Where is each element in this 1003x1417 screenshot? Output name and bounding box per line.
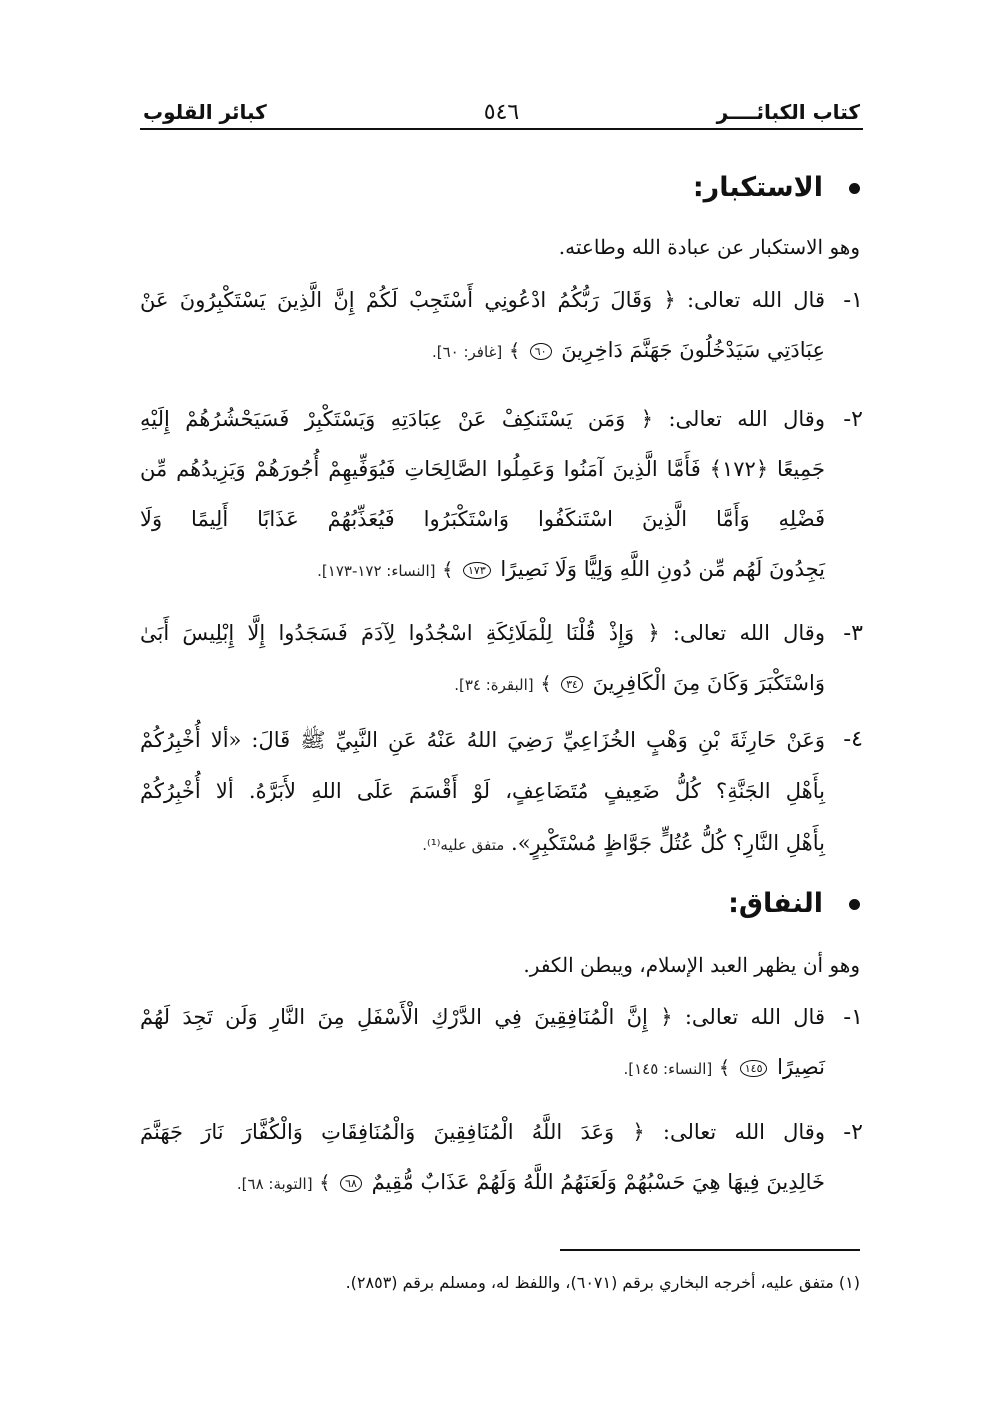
ayah-marker-icon: ١٤٥: [740, 1060, 768, 1077]
item-line-end: يَجِدُونَ لَهُم مِّن دُونِ اللَّهِ وَلِيًّا وَلَا نَصِيرًا ١٧٣ ﴾ [النساء: ١٧٢-١٧٣].: [317, 557, 825, 581]
item-line-end: وَاسْتَكْبَرَ وَكَانَ مِنَ الْكَافِرِينَ ٣٤ ﴾ [البقرة: ٣٤].: [454, 671, 825, 695]
page-number: ٥٤٦: [483, 100, 520, 125]
ayah-marker-icon: ٦٨: [340, 1175, 362, 1192]
item-line-end: نَصِيرًا ١٤٥ ﴾ [النساء: ١٤٥].: [623, 1055, 825, 1079]
item-number: ٢-: [843, 407, 863, 432]
item-number: ٣-: [843, 621, 863, 646]
running-header-section-title: كبائر القلوب: [143, 100, 267, 124]
item-number: ١-: [843, 1005, 863, 1030]
section-intro: وهو أن يظهر العبد الإسلام، ويبطن الكفر.: [523, 953, 860, 977]
item-line: قال الله تعالى: ﴿ وَقَالَ رَبُّكُمُ ادْعُونِي أَسْتَجِبْ لَكُمْ إِنَّ الَّذِينَ يَسْتَكْبِرُونَ عَنْ: [140, 288, 825, 312]
citation: [النساء: ١٤٥].: [623, 1060, 713, 1078]
item-line: بِأَهْلِ الجَنَّةِ؟ كُلُّ ضَعِيفٍ مُتَضَاعِفٍ، لَوْ أَقْسَمَ عَلَى اللهِ لأَبَرَّهُ. ألا أُخْبِرُكُمْ: [140, 779, 825, 803]
footnote: (١) متفق عليه، أخرجه البخاري برقم (٦٠٧١)، واللفظ له، ومسلم برقم (٢٨٥٣).: [345, 1273, 860, 1292]
item-line: وَعَنْ حَارِثَةَ بْنِ وَهْبٍ الخُزَاعِيِّ رَضِيَ اللهُ عَنْهُ عَنِ النَّبِيِّ ﷺ قَالَ: «ألا أُخْبِرُكُمْ: [140, 728, 825, 752]
bullet-icon: [849, 899, 860, 910]
item-line: جَمِيعًا ﴿١٧٢﴾ فَأَمَّا الَّذِينَ آمَنُوا وَعَمِلُوا الصَّالِحَاتِ فَيُوَفِّيهِمْ أُجُورَهُمْ وَيَزِيدُهُم مِّن: [140, 457, 826, 481]
item-line: وقال الله تعالى: ﴿ وَإِذْ قُلْنَا لِلْمَلَائِكَةِ اسْجُدُوا لِآدَمَ فَسَجَدُوا إِلَّا إِبْلِيسَ أَبَىٰ: [140, 621, 825, 645]
footnote-rule: [560, 1249, 860, 1251]
section-heading: النفاق:: [728, 888, 860, 919]
item-number: ٤-: [843, 727, 863, 752]
citation: [النساء: ١٧٢-١٧٣].: [317, 562, 436, 580]
item-line-end: عِبَادَتِي سَيَدْخُلُونَ جَهَنَّمَ دَاخِرِينَ ٦٠ ﴾ [غافر: ٦٠].: [431, 338, 825, 362]
ayah-marker-icon: ١٧٣: [463, 562, 491, 579]
ayah-marker-icon: ٣٤: [561, 676, 583, 693]
item-number: ١-: [843, 288, 863, 313]
item-number: ٢-: [843, 1120, 863, 1145]
item-line: قال الله تعالى: ﴿ إِنَّ الْمُنَافِقِينَ فِي الدَّرْكِ الْأَسْفَلِ مِنَ النَّارِ وَلَن تَجِدَ لَهُمْ: [140, 1005, 825, 1029]
citation: متفق عليه⁽¹⁾.: [422, 836, 505, 854]
section-intro: وهو الاستكبار عن عبادة الله وطاعته.: [558, 235, 860, 259]
citation: [غافر: ٦٠].: [431, 343, 503, 361]
section-heading: الاستكبار:: [693, 172, 860, 203]
item-line-end: خَالِدِينَ فِيهَا هِيَ حَسْبُهُمْ وَلَعَنَهُمُ اللَّهُ وَلَهُمْ عَذَابٌ مُّقِيمٌ ٦٨ ﴾ [التوبة: ٦٨].: [236, 1170, 825, 1194]
ayah-marker-icon: ٦٠: [530, 343, 552, 360]
bullet-icon: [849, 183, 860, 194]
item-line: فَضْلِهِ وَأَمَّا الَّذِينَ اسْتَنكَفُوا وَاسْتَكْبَرُوا فَيُعَذِّبُهُمْ عَذَابًا أَلِيمًا وَلَا: [140, 507, 825, 531]
citation: [التوبة: ٦٨].: [236, 1175, 313, 1193]
running-header-book-title: كتاب الكبائــــر: [716, 100, 860, 124]
header-rule: [140, 128, 863, 130]
item-line: وقال الله تعالى: ﴿ وَمَن يَسْتَنكِفْ عَنْ عِبَادَتِهِ وَيَسْتَكْبِرْ فَسَيَحْشُرُهُمْ إِلَيْهِ: [140, 407, 825, 431]
item-line: وقال الله تعالى: ﴿ وَعَدَ اللَّهُ الْمُنَافِقِينَ وَالْمُنَافِقَاتِ وَالْكُفَّارَ نَارَ جَهَنَّمَ: [140, 1120, 825, 1144]
citation: [البقرة: ٣٤].: [454, 676, 534, 694]
item-line-end: بِأَهْلِ النَّارِ؟ كُلُّ عُتُلٍّ جَوَّاظٍ مُسْتَكْبِرٍ». متفق عليه⁽¹⁾.: [422, 831, 825, 855]
